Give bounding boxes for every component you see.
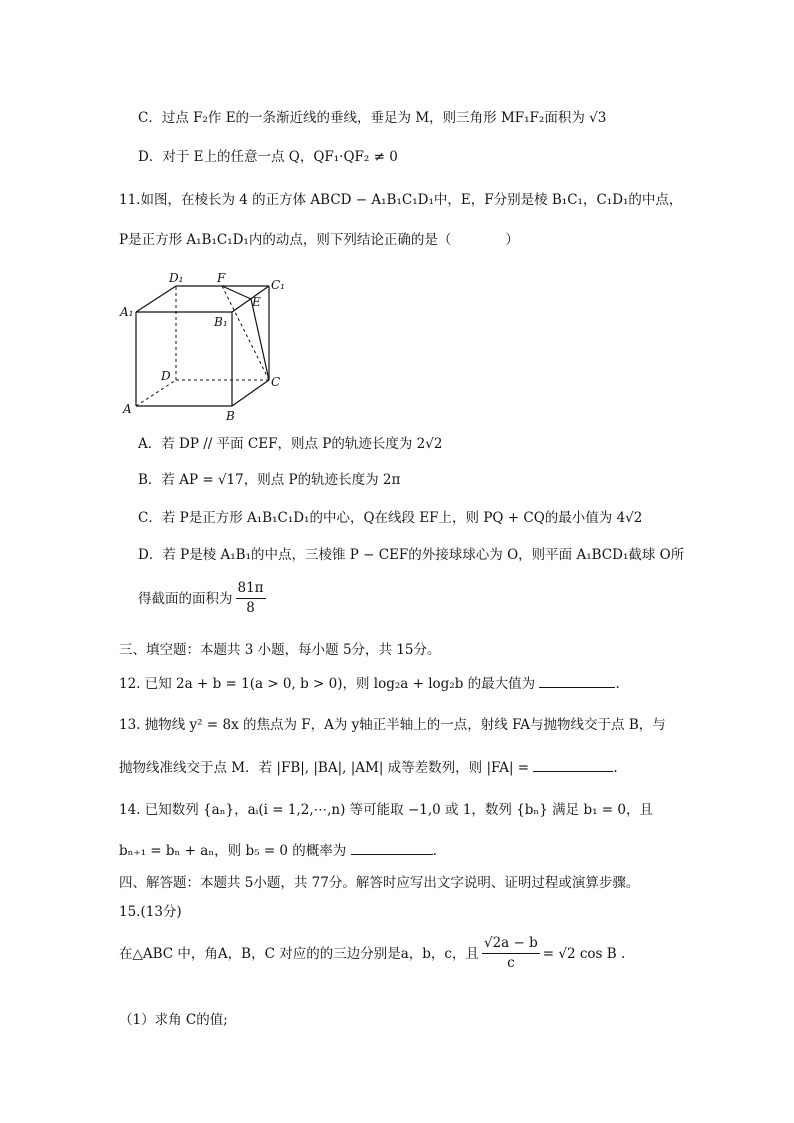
q11-stem-line1: 11.如图，在棱长为 4 的正方体 ABCD − A₁B₁C₁D₁中，E，F分别是棱 B₁C₁，C₁D₁的中点， [119, 192, 683, 208]
q15-stem-suffix: = √2 cos B . [542, 945, 626, 962]
fraction-denominator: c [507, 955, 515, 971]
label-a1: A₁ [120, 305, 134, 319]
segment-f-c [222, 286, 269, 380]
edge-a-d [136, 380, 176, 406]
q13-answer-blank[interactable] [533, 757, 613, 772]
q11-option-c: C．若 P是正方形 A₁B₁C₁D₁的中心，Q在线段 EF上，则 PQ + CQ的最小值为 4√2 [138, 510, 643, 526]
label-d: D [161, 369, 171, 383]
label-e: E [252, 295, 261, 309]
fraction-denominator: 8 [246, 600, 255, 616]
q11-option-a: A．若 DP // 平面 CEF，则点 P的轨迹长度为 2√2 [138, 436, 443, 452]
label-d1: D₁ [169, 271, 184, 285]
q13-end: . [613, 760, 618, 776]
q15-header: 15.(13分) [119, 904, 182, 920]
label-c1: C₁ [271, 278, 285, 292]
q14-answer-blank[interactable] [351, 840, 433, 855]
label-f: F [217, 271, 226, 285]
q13-text: 抛物线准线交于点 M．若 |FB|, |BA|, |AM| 成等差数列，则 |FA| = [119, 760, 530, 776]
q11-option-b: B．若 AP = √17，则点 P的轨迹长度为 2π [138, 472, 401, 488]
q13-line1: 13. 抛物线 y² = 8x 的焦点为 F，A为 y轴正半轴上的一点，射线 FA与抛物线交于点 B，与 [119, 717, 666, 733]
cube-figure [118, 268, 298, 428]
section4-heading: 四、解答题：本题共 5小题，共 77分。解答时应写出文字说明、证明过程或演算步骤。 [119, 875, 640, 891]
label-c: C [271, 375, 281, 389]
q11-option-d-fraction [236, 580, 266, 617]
q15-stem [119, 935, 625, 972]
q14-line1: 14. 已知数列 {aₙ}，aᵢ(i = 1,2,⋯,n) 等可能取 −1,0 或 1，数列 {bₙ} 满足 b₁ = 0，且 [119, 802, 653, 818]
label-a: A [123, 402, 132, 416]
q14-text: bₙ₊₁ = bₙ + aₙ，则 b₅ = 0 的概率为 [119, 843, 347, 859]
q10-option-d: D．对于 E上的任意一点 Q，QF₁·QF₂ ≠ 0 [138, 149, 398, 165]
q15-fraction [482, 935, 540, 972]
q11-option-d-prefix: 得截面的面积为 [138, 590, 233, 607]
q12-text: 12. 已知 2a + b = 1(a > 0, b > 0)，则 log₂a + log₂b 的最大值为 [119, 676, 536, 692]
section3-heading: 三、填空题：本题共 3 小题，每小题 5分，共 15分。 [119, 642, 441, 658]
segment-f-e [222, 286, 251, 299]
q15-stem-prefix: 在△ABC 中，角A，B，C 对应的的三边分别是a，b，c，且 [119, 945, 479, 962]
q12-end: . [615, 676, 620, 692]
q11-stem-line2: P是正方形 A₁B₁C₁D₁内的动点，则下列结论正确的是（ ） [119, 232, 519, 248]
segment-e-c [251, 299, 269, 380]
q11-option-d-line1: D．若 P是棱 A₁B₁的中点，三棱锥 P − CEF的外接球球心为 O，则平面 A₁BCD₁截球 O所 [138, 547, 685, 563]
q11-option-d-line2 [138, 580, 269, 617]
edge-a1-d1 [136, 286, 176, 312]
q13-line2 [119, 757, 618, 778]
q14-end: . [432, 843, 437, 859]
q14-line2 [119, 840, 437, 861]
q10-option-c: C．过点 F₂作 E的一条渐近线的垂线，垂足为 M，则三角形 MF₁F₂面积为 √3 [138, 110, 607, 126]
q12 [119, 673, 620, 694]
label-b1: B₁ [214, 315, 228, 329]
fraction-numerator: 81π [236, 580, 266, 599]
edge-b-c [232, 380, 269, 406]
q15-part1: （1）求角 C的值; [119, 1012, 228, 1028]
fraction-numerator: √2a − b [482, 935, 540, 954]
label-b: B [226, 409, 235, 423]
q12-answer-blank[interactable] [539, 673, 615, 688]
